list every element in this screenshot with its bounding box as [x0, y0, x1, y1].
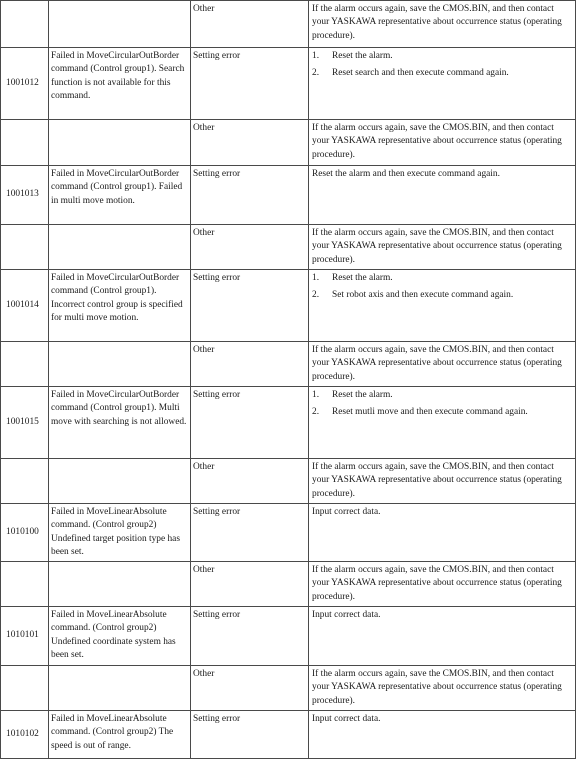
step-text: Reset the alarm.: [332, 273, 393, 283]
alarm-code: [1, 120, 49, 166]
remedy-steps: [309, 48, 576, 120]
step-number: 2.: [312, 289, 320, 300]
table-row: [1, 666, 576, 711]
alarm-description: Failed in MoveLinearAbsolute command. (Control group2) Undefined target position type has been set.: [49, 504, 191, 562]
error-type: Other: [191, 1, 309, 48]
alarm-description: Failed in MoveCircularOutBorder command (Control group1). Failed in multi move motion.: [49, 166, 191, 225]
alarm-code: 1001012: [1, 48, 49, 120]
alarm-code: [1, 666, 49, 711]
remedy-text: If the alarm occurs again, save the CMOS.BIN, and then contact your YASKAWA representative about occurrence status (operating procedure).: [309, 666, 576, 711]
remedy-text: If the alarm occurs again, save the CMOS.BIN, and then contact your YASKAWA representative about occurrence status (operating procedure).: [309, 459, 576, 504]
alarm-code: 1010100: [1, 504, 49, 562]
table-row: [1, 120, 576, 166]
alarm-code: [1, 225, 49, 270]
alarm-description: Failed in MoveLinearAbsolute command. (Control group2) The speed is out of range.: [49, 711, 191, 759]
remedy-text: If the alarm occurs again, save the CMOS.BIN, and then contact your YASKAWA representative about occurrence status (operating procedure).: [309, 120, 576, 166]
step-number: 1.: [312, 273, 320, 283]
remedy-steps: [309, 270, 576, 342]
step-number: 1.: [312, 51, 320, 61]
table-row: [1, 166, 576, 225]
alarm-code: [1, 562, 49, 607]
step-item: [312, 289, 573, 302]
alarm-description: Failed in MoveCircularOutBorder command (Control group1). Multi move with searching is not allowed.: [49, 387, 191, 459]
remedy-text: Reset the alarm and then execute command again.: [309, 166, 576, 225]
alarm-code: 1001013: [1, 166, 49, 225]
error-type: Setting error: [191, 504, 309, 562]
error-type: Other: [191, 225, 309, 270]
alarm-description: [49, 562, 191, 607]
alarm-code: 1001015: [1, 387, 49, 459]
alarm-description: [49, 225, 191, 270]
remedy-text: Input correct data.: [309, 607, 576, 666]
step-number: 2.: [312, 406, 320, 417]
step-item: [312, 67, 573, 80]
alarm-description: [49, 120, 191, 166]
table-row: [1, 225, 576, 270]
error-type: Setting error: [191, 270, 309, 342]
alarm-code: 1010102: [1, 711, 49, 759]
alarm-code: [1, 459, 49, 504]
error-type: Setting error: [191, 48, 309, 120]
step-number: 2.: [312, 67, 320, 78]
remedy-text: If the alarm occurs again, save the CMOS.BIN, and then contact your YASKAWA representative about occurrence status (operating procedure).: [309, 342, 576, 387]
step-item: [312, 406, 573, 419]
step-text: Reset the alarm.: [332, 390, 393, 400]
step-text: Reset the alarm.: [332, 51, 393, 61]
table-row: [1, 1, 576, 48]
alarm-description: Failed in MoveCircularOutBorder command (Control group1). Incorrect control group is specified for multi move motion.: [49, 270, 191, 342]
alarm-description: Failed in MoveCircularOutBorder command (Control group1). Search function is not available for this command.: [49, 48, 191, 120]
alarm-description: [49, 1, 191, 48]
remedy-text: Input correct data.: [309, 504, 576, 562]
table-row: [1, 387, 576, 459]
step-text: Set robot axis and then execute command again.: [332, 289, 514, 300]
step-number: 1.: [312, 390, 320, 400]
table-row: [1, 562, 576, 607]
step-item: [312, 50, 573, 63]
remedy-text: If the alarm occurs again, save the CMOS.BIN, and then contact your YASKAWA representative about occurrence status (operating procedure).: [309, 225, 576, 270]
error-type: Other: [191, 342, 309, 387]
table-row: [1, 504, 576, 562]
table-row: [1, 270, 576, 342]
remedy-text: If the alarm occurs again, save the CMOS.BIN, and then contact your YASKAWA representative about occurrence status (operating procedure).: [309, 562, 576, 607]
error-type: Other: [191, 666, 309, 711]
step-item: [312, 272, 573, 285]
table-row: [1, 607, 576, 666]
table-row: [1, 48, 576, 120]
step-text: Reset search and then execute command again.: [332, 67, 509, 78]
alarm-description: [49, 459, 191, 504]
table-row: [1, 342, 576, 387]
step-item: [312, 389, 573, 402]
error-type: Setting error: [191, 711, 309, 759]
alarm-code: 1001014: [1, 270, 49, 342]
alarm-description: Failed in MoveLinearAbsolute command. (Control group2) Undefined coordinate system has been set.: [49, 607, 191, 666]
remedy-text: Input correct data.: [309, 711, 576, 759]
alarm-description: [49, 666, 191, 711]
step-text: Reset mutli move and then execute command again.: [332, 406, 528, 417]
remedy-steps: [309, 387, 576, 459]
error-type: Setting error: [191, 166, 309, 225]
error-type: Setting error: [191, 387, 309, 459]
error-type: Other: [191, 120, 309, 166]
alarm-code: 1010101: [1, 607, 49, 666]
table-row: [1, 711, 576, 759]
error-type: Other: [191, 459, 309, 504]
error-type: Setting error: [191, 607, 309, 666]
remedy-text: If the alarm occurs again, save the CMOS.BIN, and then contact your YASKAWA representative about occurrence status (operating procedure).: [309, 1, 576, 48]
alarm-description: [49, 342, 191, 387]
alarm-code: [1, 1, 49, 48]
error-type: Other: [191, 562, 309, 607]
table-row: [1, 459, 576, 504]
alarm-code: [1, 342, 49, 387]
